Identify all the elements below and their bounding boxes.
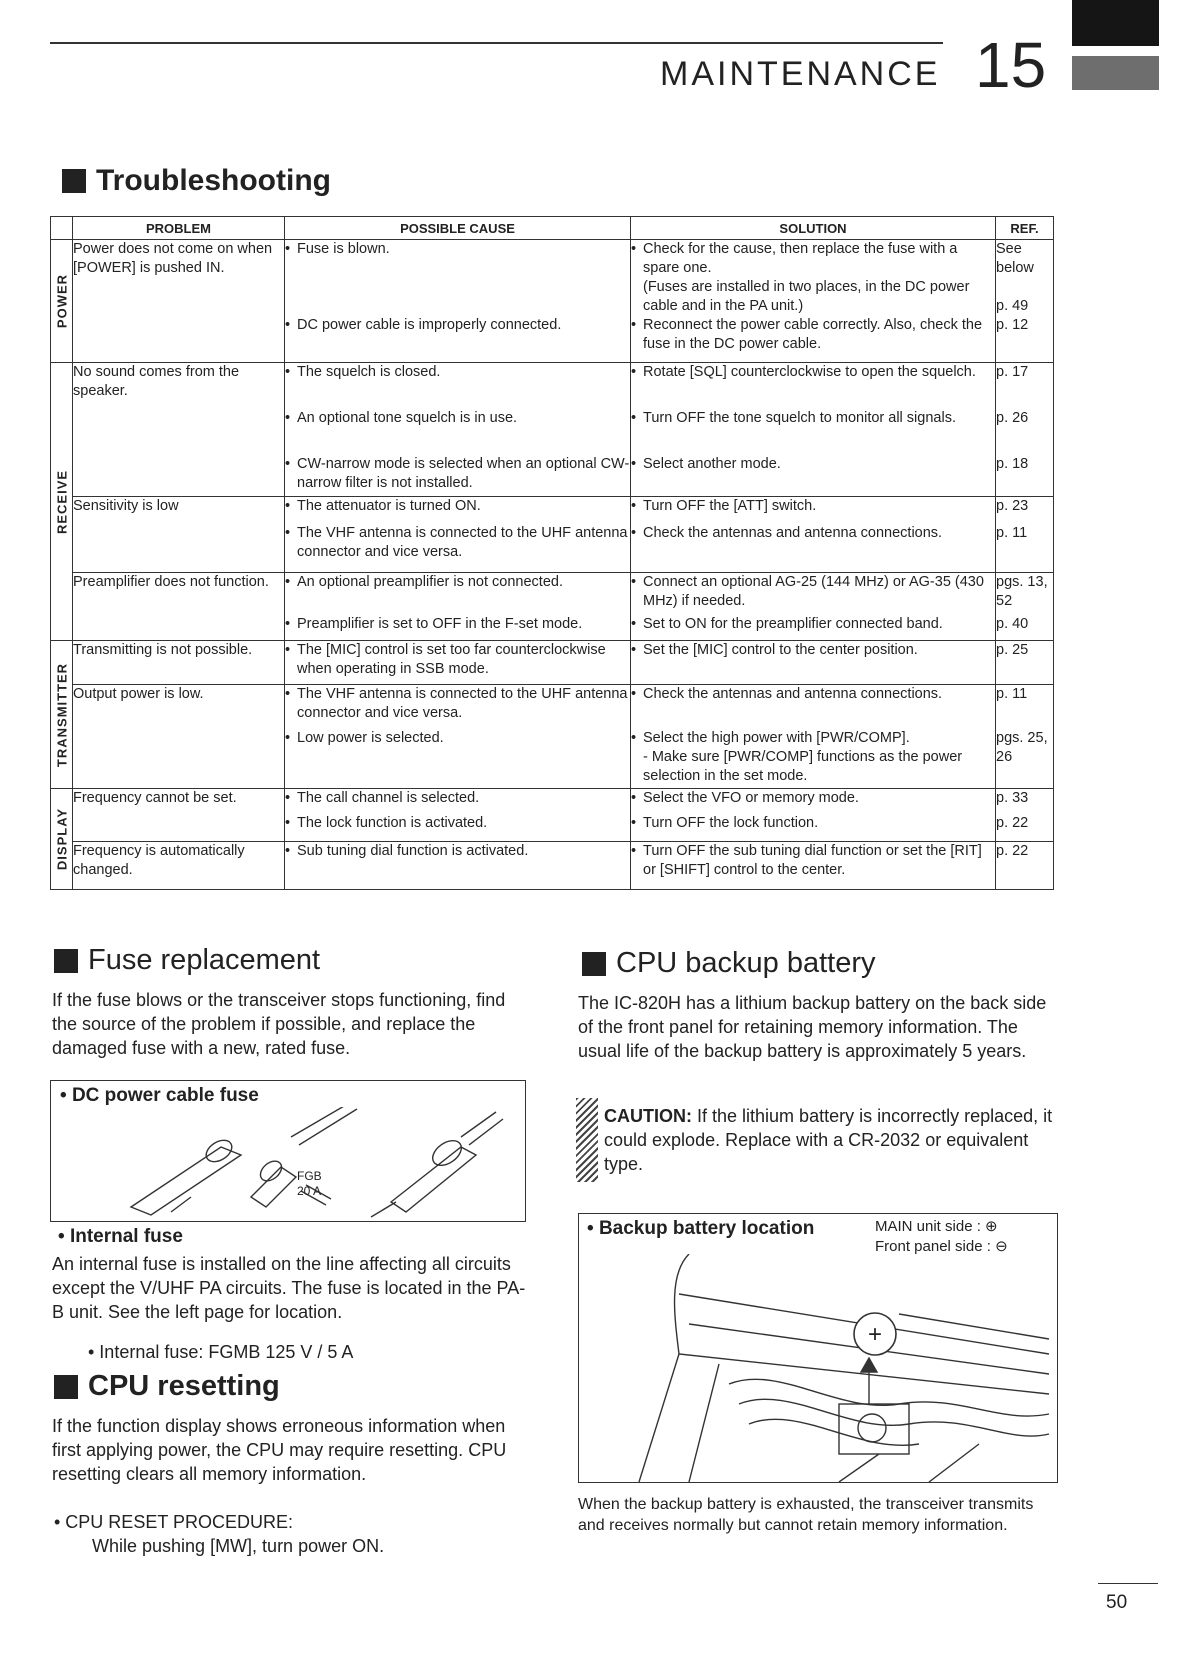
battery-illustration <box>579 1254 1057 1482</box>
ref-cell: p. 22 <box>996 842 1054 890</box>
chapter-tab-dark <box>1072 0 1159 46</box>
problem-cell: Sensitivity is low <box>73 497 285 573</box>
ref-cell: p. 11 pgs. 25, 26 <box>996 685 1054 789</box>
section-square-icon <box>62 169 86 193</box>
table-row <box>51 363 1054 497</box>
battery-plus-sign: + <box>867 1321 883 1348</box>
header-problem: PROBLEM <box>73 217 285 240</box>
fuse-intro: If the fuse blows or the transceiver stops functioning, find the source of the problem if possible, and replace the damaged fuse with a new, rated fuse. <box>52 990 506 1058</box>
cpu-reset-text: If the function display shows erroneous information when first applying power, the CPU may require resetting. CPU resetting clears all memory information. <box>52 1416 507 1484</box>
solution-cell: • Connect an optional AG-25 (144 MHz) or AG-35 (430 MHz) if needed. • Set to ON for the preamplifier connected band. <box>631 573 996 641</box>
chapter-tab-gray <box>1072 56 1159 90</box>
footer-rule <box>1098 1583 1158 1584</box>
caution-text <box>604 1104 1056 1176</box>
cause-cell: • An optional preamplifier is not connected. • Preamplifier is set to OFF in the F-set mode. <box>285 573 631 641</box>
cpu-battery-heading <box>582 947 876 980</box>
problem-cell: Transmitting is not possible. <box>73 641 285 685</box>
solution-cell: • Select the VFO or memory mode. • Turn OFF the lock function. <box>631 789 996 842</box>
table-row <box>51 789 1054 842</box>
cpu-reset-procedure-title: • CPU RESET PROCEDURE: <box>54 1512 294 1532</box>
table-row <box>51 842 1054 890</box>
cause-cell: • The squelch is closed. • An optional tone squelch is in use. • CW-narrow mode is selected when an optional CW-narrow filter is not installed. <box>285 363 631 497</box>
troubleshooting-title: Troubleshooting <box>96 164 331 197</box>
fuse-illustration <box>51 1107 525 1221</box>
dc-fuse-label: • DC power cable fuse <box>60 1085 259 1106</box>
section-square-icon <box>54 949 78 973</box>
fgb-label: FGB 20 A <box>297 1169 322 1198</box>
ref-cell: p. 17 p. 26 p. 18 <box>996 363 1054 497</box>
page-number: 50 <box>1106 1592 1128 1613</box>
solution-cell: • Turn OFF the sub tuning dial function or set the [RIT] or [SHIFT] control to the center. <box>631 842 996 890</box>
problem-cell: Output power is low. <box>73 685 285 789</box>
cause-cell: • Fuse is blown. • DC power cable is improperly connected. <box>285 240 631 363</box>
dc-fuse-figure <box>50 1080 526 1222</box>
caution-body: If the lithium battery is incorrectly replaced, it could explode. Replace with a CR-2032 or equivalent type. <box>604 1106 1053 1174</box>
solution-cell: • Check the antennas and antenna connections. • Select the high power with [PWR/COMP]. - Make sure [PWR/COMP] functions as the power selection in the set mode. <box>631 685 996 789</box>
category-receive: RECEIVE <box>51 363 73 641</box>
header-cause: POSSIBLE CAUSE <box>285 217 631 240</box>
caution-hatch-icon <box>576 1098 598 1182</box>
troubleshooting-table <box>50 216 1054 890</box>
cpu-battery-text: The IC-820H has a lithium backup battery on the back side of the front panel for retaining memory information. The usual life of the backup battery is approximately 5 years. <box>578 993 1047 1061</box>
problem-cell: Frequency is automatically changed. <box>73 842 285 890</box>
battery-polarity-legend: MAIN unit side : ⊕ Front panel side : ⊖ <box>875 1218 1008 1255</box>
problem-cell: Power does not come on when [POWER] is pushed IN. <box>73 240 285 363</box>
cause-cell: • The attenuator is turned ON. • The VHF antenna is connected to the UHF antenna connector and vice versa. <box>285 497 631 573</box>
solution-cell: • Check for the cause, then replace the fuse with a spare one. (Fuses are installed in two places, in the DC power cable and in the PA unit.) • Reconnect the power cable correctly. Also, check the fuse in the DC power cable. <box>631 240 996 363</box>
cpu-battery-title: CPU backup battery <box>616 947 876 979</box>
category-transmitter: TRANSMITTER <box>51 641 73 789</box>
header-ref: REF. <box>996 217 1054 240</box>
battery-location-figure <box>578 1213 1058 1483</box>
header-rule <box>50 42 943 44</box>
cause-cell: • Sub tuning dial function is activated. <box>285 842 631 890</box>
bullet-icon: • <box>58 1226 70 1247</box>
header-blank <box>51 217 73 240</box>
header-solution: SOLUTION <box>631 217 996 240</box>
ref-cell: p. 33 p. 22 <box>996 789 1054 842</box>
battery-note: When the backup battery is exhausted, the transceiver transmits and receives normally but cannot retain memory information. <box>578 1496 1034 1534</box>
ref-cell: pgs. 13, 52 p. 40 <box>996 573 1054 641</box>
solution-cell: • Set the [MIC] control to the center position. <box>631 641 996 685</box>
battery-location-label: • Backup battery location <box>587 1218 815 1239</box>
cause-cell: • The VHF antenna is connected to the UHF antenna connector and vice versa. • Low power is selected. <box>285 685 631 789</box>
fuse-title: Fuse replacement <box>88 944 321 976</box>
chapter-title: MAINTENANCE <box>660 55 941 93</box>
cause-cell: • The call channel is selected. • The lock function is activated. <box>285 789 631 842</box>
table-row <box>51 685 1054 789</box>
ref-cell: See below p. 49 p. 12 <box>996 240 1054 363</box>
internal-fuse-text: An internal fuse is installed on the line affecting all circuits except the V/UHF PA circuits. The fuse is located in the PA-B unit. See the left page for location. <box>52 1254 526 1322</box>
internal-fuse-spec: • Internal fuse: FGMB 125 V / 5 A <box>88 1342 354 1362</box>
ref-cell: p. 25 <box>996 641 1054 685</box>
table-row <box>51 497 1054 573</box>
solution-cell: • Turn OFF the [ATT] switch. • Check the antennas and antenna connections. <box>631 497 996 573</box>
cause-cell: • The [MIC] control is set too far counterclockwise when operating in SSB mode. <box>285 641 631 685</box>
fuse-heading <box>54 944 320 977</box>
chapter-number: 15 <box>975 29 1047 101</box>
problem-cell: Frequency cannot be set. <box>73 789 285 842</box>
cpu-reset-heading <box>54 1370 280 1403</box>
table-row <box>51 240 1054 363</box>
solution-cell: • Rotate [SQL] counterclockwise to open the squelch. • Turn OFF the tone squelch to monitor all signals. • Select another mode. <box>631 363 996 497</box>
troubleshooting-heading <box>62 164 331 198</box>
table-row <box>51 573 1054 641</box>
cpu-reset-procedure: While pushing [MW], turn power ON. <box>92 1536 385 1556</box>
category-power: POWER <box>51 240 73 363</box>
table-header-row <box>51 217 1054 240</box>
problem-cell: Preamplifier does not function. <box>73 573 285 641</box>
bullet-icon: • <box>587 1218 599 1239</box>
caution-label: CAUTION: <box>604 1106 692 1126</box>
problem-cell: No sound comes from the speaker. <box>73 363 285 497</box>
ref-cell: p. 23 p. 11 <box>996 497 1054 573</box>
section-square-icon <box>54 1375 78 1399</box>
cpu-reset-title: CPU resetting <box>88 1370 280 1402</box>
internal-fuse-title: • Internal fuse <box>58 1226 183 1247</box>
section-square-icon <box>582 952 606 976</box>
table-row <box>51 641 1054 685</box>
category-display: DISPLAY <box>51 789 73 890</box>
bullet-icon: • <box>60 1085 72 1106</box>
